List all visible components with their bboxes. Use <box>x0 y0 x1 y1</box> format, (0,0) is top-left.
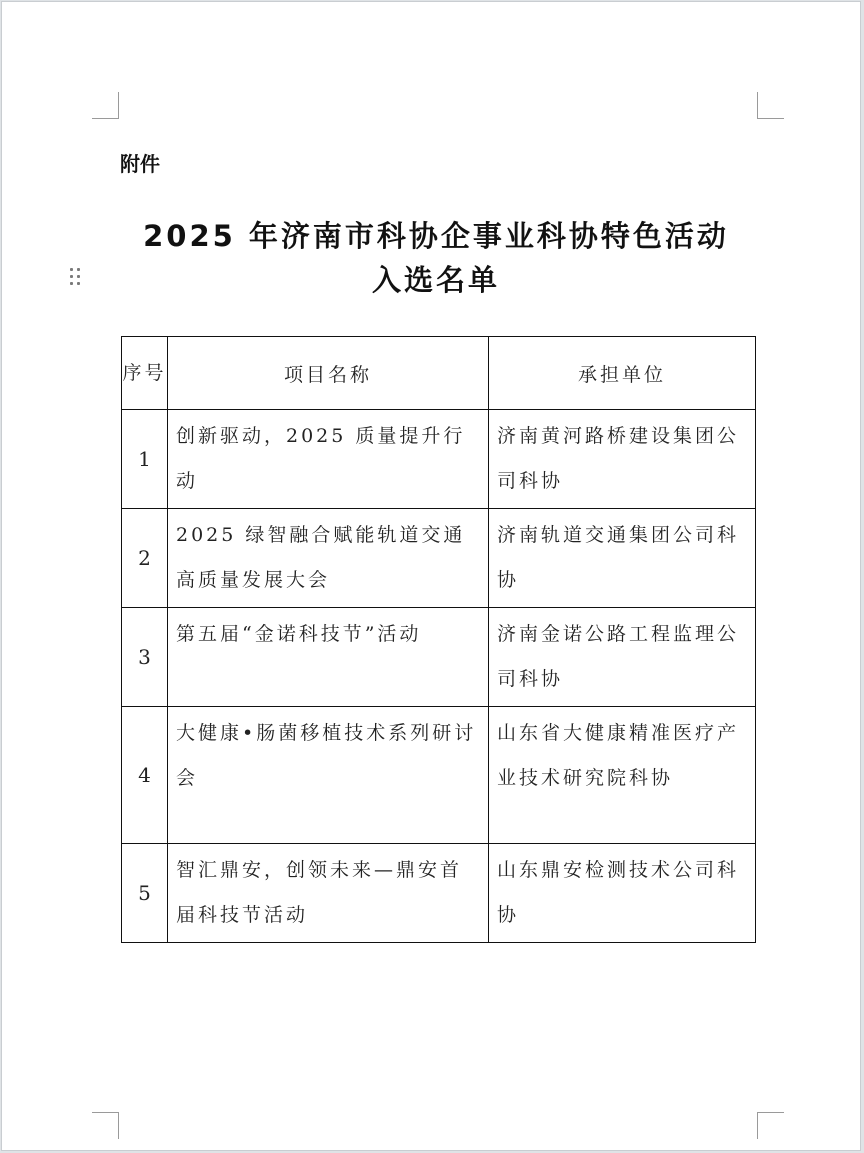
cell-seq: 2 <box>122 509 168 608</box>
page-title <box>120 214 752 302</box>
table-header-row <box>122 337 756 410</box>
cell-seq: 5 <box>122 844 168 943</box>
cell-project: 第五届“金诺科技节”活动 <box>168 608 489 707</box>
table-row <box>122 410 756 509</box>
table-row <box>122 608 756 707</box>
table-row <box>122 707 756 844</box>
cell-project: 大健康•肠菌移植技术系列研讨会 <box>168 707 489 844</box>
title-line-2: 入选名单 <box>371 263 500 297</box>
title-line-1: 2025 年济南市科协企事业科协特色活动 <box>143 219 729 253</box>
margin-mark-bottom-right <box>757 1112 784 1139</box>
margin-mark-top-right <box>757 92 784 119</box>
cell-seq: 4 <box>122 707 168 844</box>
cell-unit: 济南轨道交通集团公司科协 <box>489 509 756 608</box>
cell-unit: 山东省大健康精准医疗产业技术研究院科协 <box>489 707 756 844</box>
cell-unit: 济南金诺公路工程监理公司科协 <box>489 608 756 707</box>
cell-seq: 1 <box>122 410 168 509</box>
header-unit: 承担单位 <box>489 337 756 410</box>
cell-project: 创新驱动，2025 质量提升行动 <box>168 410 489 509</box>
table-row <box>122 509 756 608</box>
cell-unit: 山东鼎安检测技术公司科协 <box>489 844 756 943</box>
selection-table <box>121 336 756 943</box>
document-page <box>1 1 861 1151</box>
table-row <box>122 844 756 943</box>
attachment-label: 附件 <box>120 152 160 176</box>
header-seq: 序号 <box>122 337 168 410</box>
cell-project: 2025 绿智融合赋能轨道交通高质量发展大会 <box>168 509 489 608</box>
cell-seq: 3 <box>122 608 168 707</box>
drag-handle-icon[interactable] <box>70 268 82 288</box>
margin-mark-bottom-left <box>92 1112 119 1139</box>
header-project: 项目名称 <box>168 337 489 410</box>
cell-project: 智汇鼎安，创领未来—鼎安首届科技节活动 <box>168 844 489 943</box>
cell-unit: 济南黄河路桥建设集团公司科协 <box>489 410 756 509</box>
margin-mark-top-left <box>92 92 119 119</box>
